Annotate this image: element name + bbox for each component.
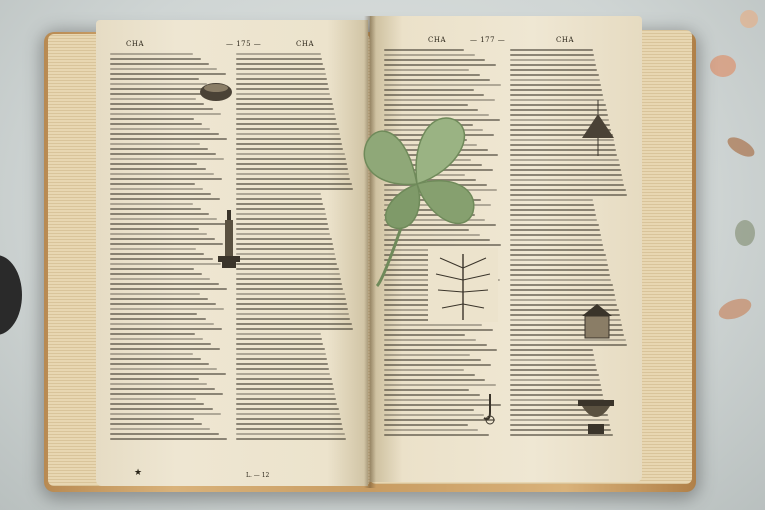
clover-leaf: [355, 108, 485, 288]
star-mark: ★: [134, 468, 143, 478]
left-header-word: CHA: [126, 40, 145, 48]
right-header-word-right: CHA: [556, 36, 575, 44]
dried-flower: [710, 55, 736, 77]
right-header-word: CHA: [428, 36, 447, 44]
dark-object: [0, 255, 22, 335]
right-page-number: — 177 —: [470, 36, 506, 44]
beehive-illustration: [580, 302, 614, 340]
dried-flower: [735, 220, 755, 246]
left-page: [96, 20, 368, 486]
left-footer: L. — 12: [246, 472, 270, 479]
left-header-word-right: CHA: [296, 40, 315, 48]
dried-flower: [725, 133, 758, 160]
left-text-column-1: [110, 50, 228, 443]
capital-illustration: [576, 398, 616, 436]
chandelier-illustration: [578, 100, 618, 160]
left-text-column-2: [236, 50, 354, 443]
dried-flower: [740, 10, 758, 28]
dried-flower: [716, 295, 754, 324]
candlestick-illustration: [214, 208, 244, 272]
hook-illustration: [480, 392, 500, 426]
left-page-number: — 175 —: [226, 40, 262, 48]
pot-illustration: [196, 78, 236, 104]
